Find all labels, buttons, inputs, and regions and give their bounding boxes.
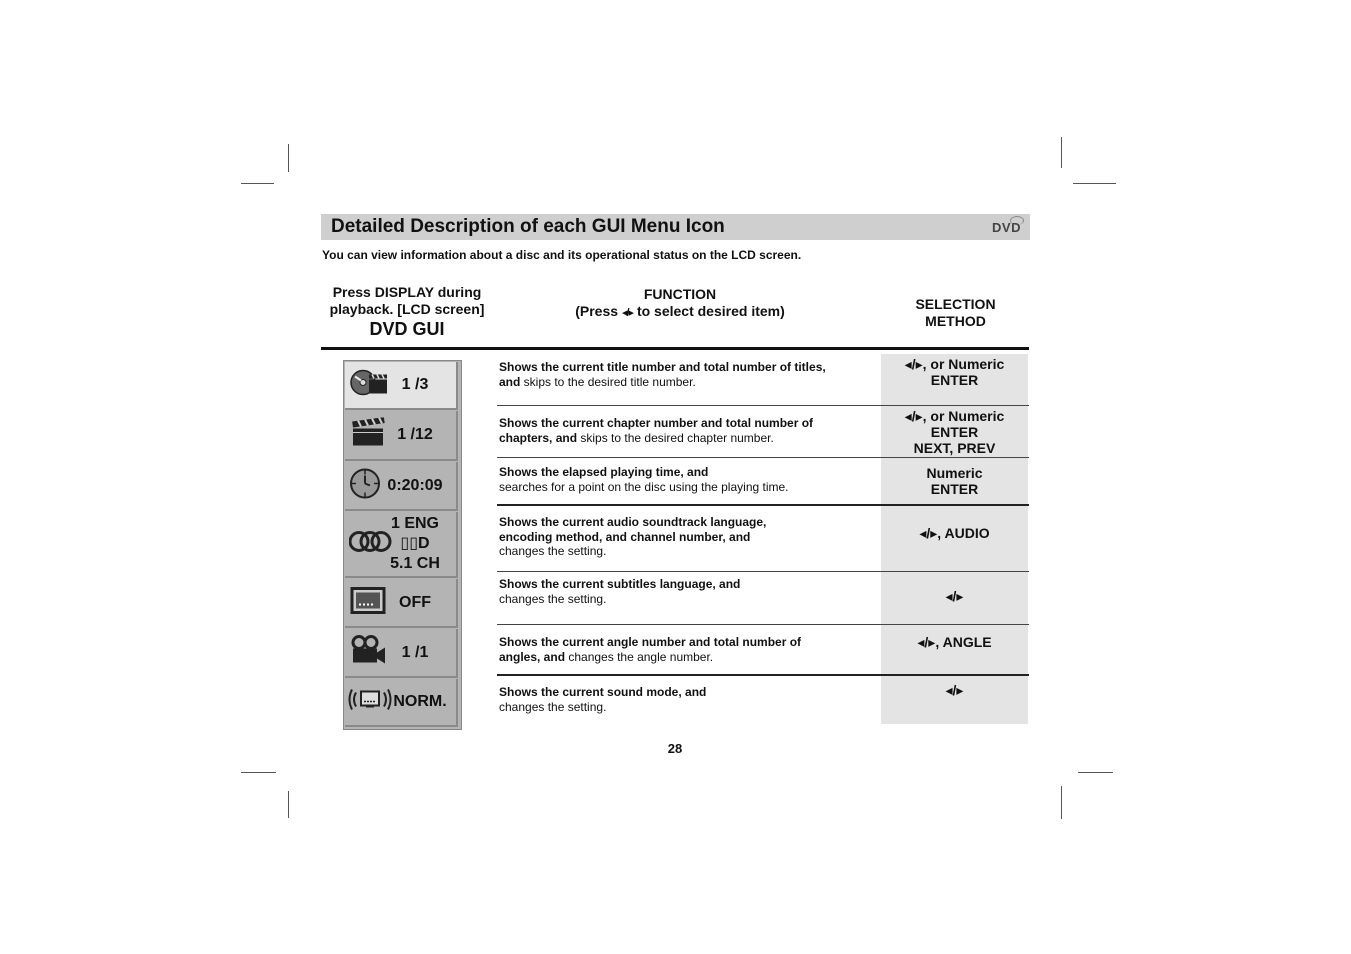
audio-encoding: ▯▯D: [400, 535, 430, 552]
selection-line: ◂/▸: [945, 588, 964, 604]
gui-item-time: [345, 462, 458, 511]
desc-bold: and: [499, 374, 521, 389]
function-desc: [499, 635, 869, 664]
gui-item-subtitle: [345, 579, 458, 628]
selection-line: NEXT, PREV: [913, 440, 996, 456]
column-header-function: [530, 286, 830, 322]
gui-value-audio: [378, 514, 452, 574]
gui-value-subtitle: OFF: [399, 593, 431, 611]
selection-line: ENTER: [930, 481, 979, 497]
selection-method: [881, 572, 1028, 625]
selection-line: ENTER: [930, 372, 979, 388]
intro-text: You can view information about a disc and its operational status on the LCD screen.: [322, 248, 802, 262]
crop-mark: [1061, 786, 1062, 819]
desc-text: skips to the desired chapter number.: [577, 430, 774, 445]
selection-line: ◂/▸, ANGLE: [917, 634, 992, 650]
page-title: Detailed Description of each GUI Menu Icon: [331, 216, 725, 237]
gui-item-angle: [345, 629, 458, 678]
gui-value-title: 1 /3: [401, 376, 429, 393]
selection-method: [881, 676, 1028, 724]
desc-bold: Shows the current sound mode, and: [499, 685, 707, 699]
header-gui-line2: playback. [LCD screen]: [329, 301, 485, 317]
desc-bold: Shows the current title number and total number of titles,: [499, 360, 826, 374]
desc-text: changes the setting.: [499, 591, 607, 606]
desc-bold: encoding method, and channel number, and: [499, 529, 751, 544]
left-right-arrows-icon: ◂/▸: [621, 307, 634, 319]
dvd-disc-icon: [1010, 216, 1024, 225]
desc-bold: angles, and: [499, 649, 566, 664]
crop-mark: [1061, 137, 1062, 168]
header-divider: [321, 347, 1029, 350]
crop-mark: [1078, 772, 1113, 773]
audio-language: 1 ENG: [390, 515, 439, 532]
gui-item-title: [345, 362, 458, 410]
function-row-audio: [497, 506, 1029, 572]
selection-method: [881, 506, 1028, 572]
column-header-gui: [321, 284, 493, 340]
crop-mark: [288, 144, 289, 172]
gui-value-time: 0:20:09: [387, 476, 443, 494]
sound-mode-icon: [346, 686, 394, 719]
selection-line: ENTER: [930, 424, 979, 440]
selection-line: ◂/▸, AUDIO: [919, 525, 990, 541]
selection-method: [881, 458, 1028, 506]
desc-bold: Shows the current chapter number and total number of: [499, 416, 814, 430]
function-desc: [499, 515, 869, 559]
desc-text: changes the setting.: [499, 544, 607, 558]
selection-method: [881, 625, 1028, 676]
function-row-sound: [497, 676, 1029, 724]
desc-bold: Shows the current angle number and total number of: [499, 635, 802, 649]
function-desc: [499, 465, 869, 494]
function-desc: [499, 360, 869, 389]
page-number: 28: [667, 741, 683, 756]
function-desc: [499, 416, 869, 445]
gui-item-sound: [345, 679, 458, 727]
header-selection-line2: METHOD: [925, 313, 986, 329]
section-title-bar: [321, 214, 1030, 240]
function-row-angle: [497, 625, 1029, 676]
header-function-line1: FUNCTION: [643, 286, 717, 302]
header-function-line2: [530, 303, 830, 322]
column-header-selection: [884, 296, 1027, 330]
desc-text: changes the angle number.: [565, 649, 714, 664]
crop-mark: [241, 183, 274, 184]
desc-text: skips to the desired title number.: [520, 374, 696, 389]
gui-value-angle: 1 /1: [401, 643, 429, 661]
dvd-badge-label: DVD: [992, 220, 1021, 235]
gui-value-chapter: 1 /12: [397, 426, 433, 443]
desc-bold: chapters, and: [499, 430, 578, 445]
selection-method: [881, 406, 1028, 458]
selection-line: ◂/▸, or Numeric: [904, 356, 1005, 372]
crop-mark: [1073, 183, 1116, 184]
dvd-gui-panel: [343, 360, 462, 730]
header-gui-line1: Press DISPLAY during: [332, 284, 482, 300]
selection-line: Numeric: [926, 465, 983, 481]
function-row-title: [497, 354, 1029, 406]
selection-line: ◂/▸, or Numeric: [904, 408, 1005, 424]
function-row-chapter: [497, 406, 1029, 458]
header-function-pre: (Press: [575, 303, 619, 319]
header-selection-line1: SELECTION: [915, 296, 996, 312]
function-desc: [499, 577, 869, 606]
function-desc: [499, 685, 869, 714]
selection-line: ◂/▸: [945, 682, 964, 698]
desc-text: searches for a point on the disc using the playing time.: [499, 479, 789, 494]
header-function-post: to select desired item): [636, 303, 785, 319]
gui-value-sound: NORM.: [393, 693, 447, 710]
crop-mark: [288, 791, 289, 818]
dvd-badge: [992, 220, 1021, 235]
gui-item-audio: [345, 512, 458, 578]
selection-method: [881, 354, 1028, 406]
crop-mark: [241, 772, 276, 773]
function-row-subtitle: [497, 572, 1029, 625]
desc-bold: Shows the elapsed playing time, and: [499, 465, 709, 479]
function-row-time: [497, 458, 1029, 506]
audio-channels: 5.1 CH: [390, 555, 440, 572]
desc-bold: Shows the current subtitles language, and: [499, 577, 741, 591]
desc-text: changes the setting.: [499, 699, 607, 714]
desc-bold: Shows the current audio soundtrack language,: [499, 515, 767, 529]
gui-item-chapter: [345, 411, 458, 461]
header-gui-line3: DVD GUI: [369, 319, 445, 339]
